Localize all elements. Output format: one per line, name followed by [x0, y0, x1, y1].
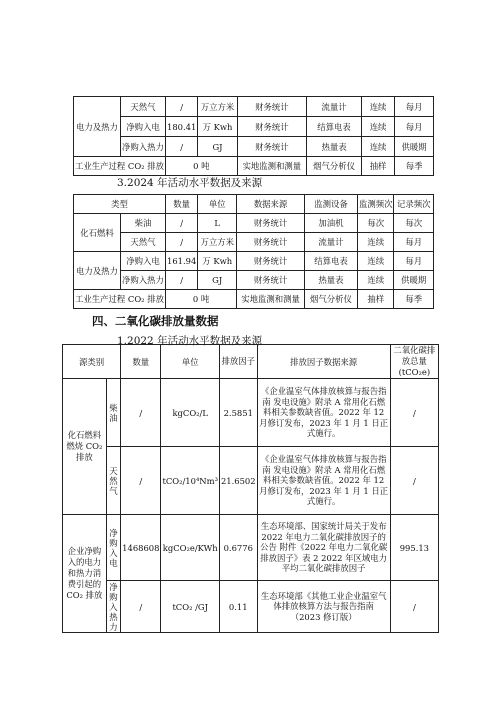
column-header: 源类别 — [63, 345, 121, 379]
device-cell: 热量表 — [305, 271, 358, 290]
freq-cell: 抽样 — [361, 157, 394, 176]
total-cell: / — [390, 379, 438, 447]
table-row — [63, 581, 439, 633]
column-header: 单位 — [198, 195, 237, 214]
record-cell: 每月 — [394, 252, 434, 271]
table-row — [74, 233, 434, 252]
unit-cell: kgCO₂/L — [161, 379, 219, 447]
subcategory-cell: 净购入电 — [120, 117, 165, 137]
factor-cell: 21.6502 — [219, 447, 257, 515]
column-header: 记录频次 — [394, 195, 434, 214]
table-row — [74, 214, 434, 233]
source-cell: 实地监测和测量 — [237, 290, 305, 309]
group-label-cell: 企业净购入的电力和热力消费引起的 CO₂ 排放 — [63, 515, 107, 633]
subcategory-cell: 柴油 — [109, 402, 118, 423]
quantity-cell: 1468608 — [121, 515, 161, 581]
unit-cell: 万 Kwh — [198, 117, 237, 137]
process-label-cell: 工业生产过程 CO₂ 排放 — [74, 290, 166, 309]
factor-source-cell: 《企业温室气体排放核算与报告指南 发电设施》附录 A 常用化石燃料相关参数缺省值。2022 年 12 月修订发布，2023 年 1 月 1 日正式施行。 — [257, 447, 390, 515]
table-row — [74, 271, 434, 290]
category-cell: 电力及热力 — [74, 97, 121, 157]
factor-cell: 0.6776 — [219, 515, 257, 581]
factor-cell: 2.5851 — [219, 379, 257, 447]
source-cell: 财务统计 — [237, 137, 306, 157]
quantity-cell: 0 吨 — [165, 157, 237, 176]
column-header: 数据来源 — [237, 195, 305, 214]
factor-source-cell: 生态环境部、国家统计局关于发布 2022 年电力二氧化碳排放因子的公告 附件《2022 年电力二氧化碳排放因子》表 2 2022 年区域电力平均二氧化碳排放因子 — [257, 515, 390, 581]
source-cell: 财务统计 — [237, 271, 305, 290]
freq-cell: 连续 — [357, 271, 394, 290]
unit-cell: 万立方米 — [198, 233, 237, 252]
device-cell: 烟气分析仪 — [305, 290, 358, 309]
heading-2022: 1.2022 年活动水平数据及来源 — [117, 335, 263, 347]
source-cell: 财务统计 — [237, 233, 305, 252]
unit-cell: tCO₂/10⁴Nm³ — [161, 447, 219, 515]
quantity-cell: / — [165, 233, 197, 252]
record-cell: 每季 — [394, 290, 434, 309]
freq-cell: 每次 — [357, 214, 394, 233]
freq-cell: 连续 — [361, 117, 394, 137]
table-row — [63, 379, 439, 447]
quantity-cell: / — [121, 379, 161, 447]
source-cell: 财务统计 — [237, 252, 305, 271]
unit-cell: L — [198, 214, 237, 233]
quantity-cell: / — [121, 447, 161, 515]
quantity-cell: 0 吨 — [165, 290, 236, 309]
unit-cell: 万立方米 — [198, 97, 237, 117]
quantity-cell: / — [121, 581, 161, 633]
emission-table-2022 — [62, 344, 439, 633]
subcategory-cell: 净购入电 — [109, 527, 118, 568]
freq-cell: 连续 — [357, 233, 394, 252]
column-header: 二氧化碳排放总量(tCO₂e) — [390, 345, 438, 379]
quantity-cell: / — [165, 271, 197, 290]
column-header: 数量 — [165, 195, 197, 214]
table-row — [74, 252, 434, 271]
category-cell: 电力及热力 — [74, 252, 121, 290]
record-cell: 每月 — [394, 233, 434, 252]
unit-cell: GJ — [198, 137, 237, 157]
record-cell: 每季 — [395, 157, 434, 176]
quantity-cell: / — [165, 97, 197, 117]
unit-cell: kgCO₂e/KWh — [161, 515, 219, 581]
activity-table-2024 — [73, 194, 434, 309]
factor-cell: 0.11 — [219, 581, 257, 633]
total-cell: / — [390, 447, 438, 515]
source-cell: 财务统计 — [237, 214, 305, 233]
source-cell: 实地监测和测量 — [237, 157, 306, 176]
subcategory-cell: 天然气 — [120, 97, 165, 117]
table-row — [74, 117, 434, 137]
category-cell: 化石燃料 — [74, 214, 121, 252]
device-cell: 热量表 — [307, 137, 362, 157]
quantity-cell: 180.41 — [165, 117, 197, 137]
device-cell: 流量计 — [307, 97, 362, 117]
table-row — [74, 290, 434, 309]
total-cell: 995.13 — [390, 515, 438, 581]
subcategory-cell: 净购入热力 — [109, 581, 118, 632]
column-header: 排放因子数据来源 — [257, 345, 390, 379]
process-label-cell: 工业生产过程 CO₂ 排放 — [74, 157, 166, 176]
column-header: 排放因子 — [219, 345, 257, 379]
table-header-row — [63, 345, 439, 379]
factor-source-cell: 《企业温室气体排放核算与报告指南 发电设施》附录 A 常用化石燃料相关参数缺省值。2022 年 12 月修订发布，2023 年 1 月 1 日正式施行。 — [257, 379, 390, 447]
unit-cell: 万 Kwh — [198, 252, 237, 271]
subcategory-cell: 天然气 — [109, 465, 118, 496]
group-label-cell: 化石燃料燃烧 CO₂ 排放 — [63, 379, 107, 515]
quantity-cell: 161.94 — [165, 252, 197, 271]
record-cell: 供暖期 — [394, 271, 434, 290]
unit-cell: tCO₂ /GJ — [161, 581, 219, 633]
freq-cell: 连续 — [361, 97, 394, 117]
device-cell: 流量计 — [305, 233, 358, 252]
column-header: 监测频次 — [357, 195, 394, 214]
record-cell: 每次 — [394, 214, 434, 233]
freq-cell: 连续 — [357, 252, 394, 271]
source-cell: 财务统计 — [237, 117, 306, 137]
table-row — [74, 157, 434, 176]
table-row — [74, 137, 434, 157]
device-cell: 结算电表 — [307, 117, 362, 137]
column-header: 监测设备 — [305, 195, 358, 214]
column-header: 数量 — [121, 345, 161, 379]
heading-2024: 3.2024 年活动水平数据及来源 — [117, 177, 263, 189]
quantity-cell: / — [165, 137, 197, 157]
record-cell: 供暖期 — [395, 137, 434, 157]
record-cell: 每月 — [395, 97, 434, 117]
table-row — [63, 447, 439, 515]
column-header: 单位 — [161, 345, 219, 379]
table-header-row — [74, 195, 434, 214]
subcategory-cell: 净购入热力 — [120, 271, 165, 290]
quantity-cell: / — [165, 214, 197, 233]
table-row — [74, 97, 434, 117]
freq-cell: 连续 — [361, 137, 394, 157]
freq-cell: 抽样 — [357, 290, 394, 309]
factor-source-cell: 生态环境部《其他工业企业温室气体排放核算方法与报告指南（2023 修订版） — [257, 581, 390, 633]
subcategory-cell: 净购入电 — [120, 252, 165, 271]
section-title: 四、二氧化碳排放量数据 — [92, 314, 219, 328]
total-cell: / — [390, 581, 438, 633]
activity-table-2023 — [73, 96, 434, 176]
column-header: 类型 — [74, 195, 166, 214]
record-cell: 每月 — [395, 117, 434, 137]
device-cell: 烟气分析仪 — [307, 157, 362, 176]
device-cell: 加油机 — [305, 214, 358, 233]
unit-cell: GJ — [198, 271, 237, 290]
source-cell: 财务统计 — [237, 97, 306, 117]
subcategory-cell: 净购入热力 — [120, 137, 165, 157]
subcategory-cell: 天然气 — [120, 233, 165, 252]
device-cell: 结算电表 — [305, 252, 358, 271]
table-row — [63, 515, 439, 581]
subcategory-cell: 柴油 — [120, 214, 165, 233]
